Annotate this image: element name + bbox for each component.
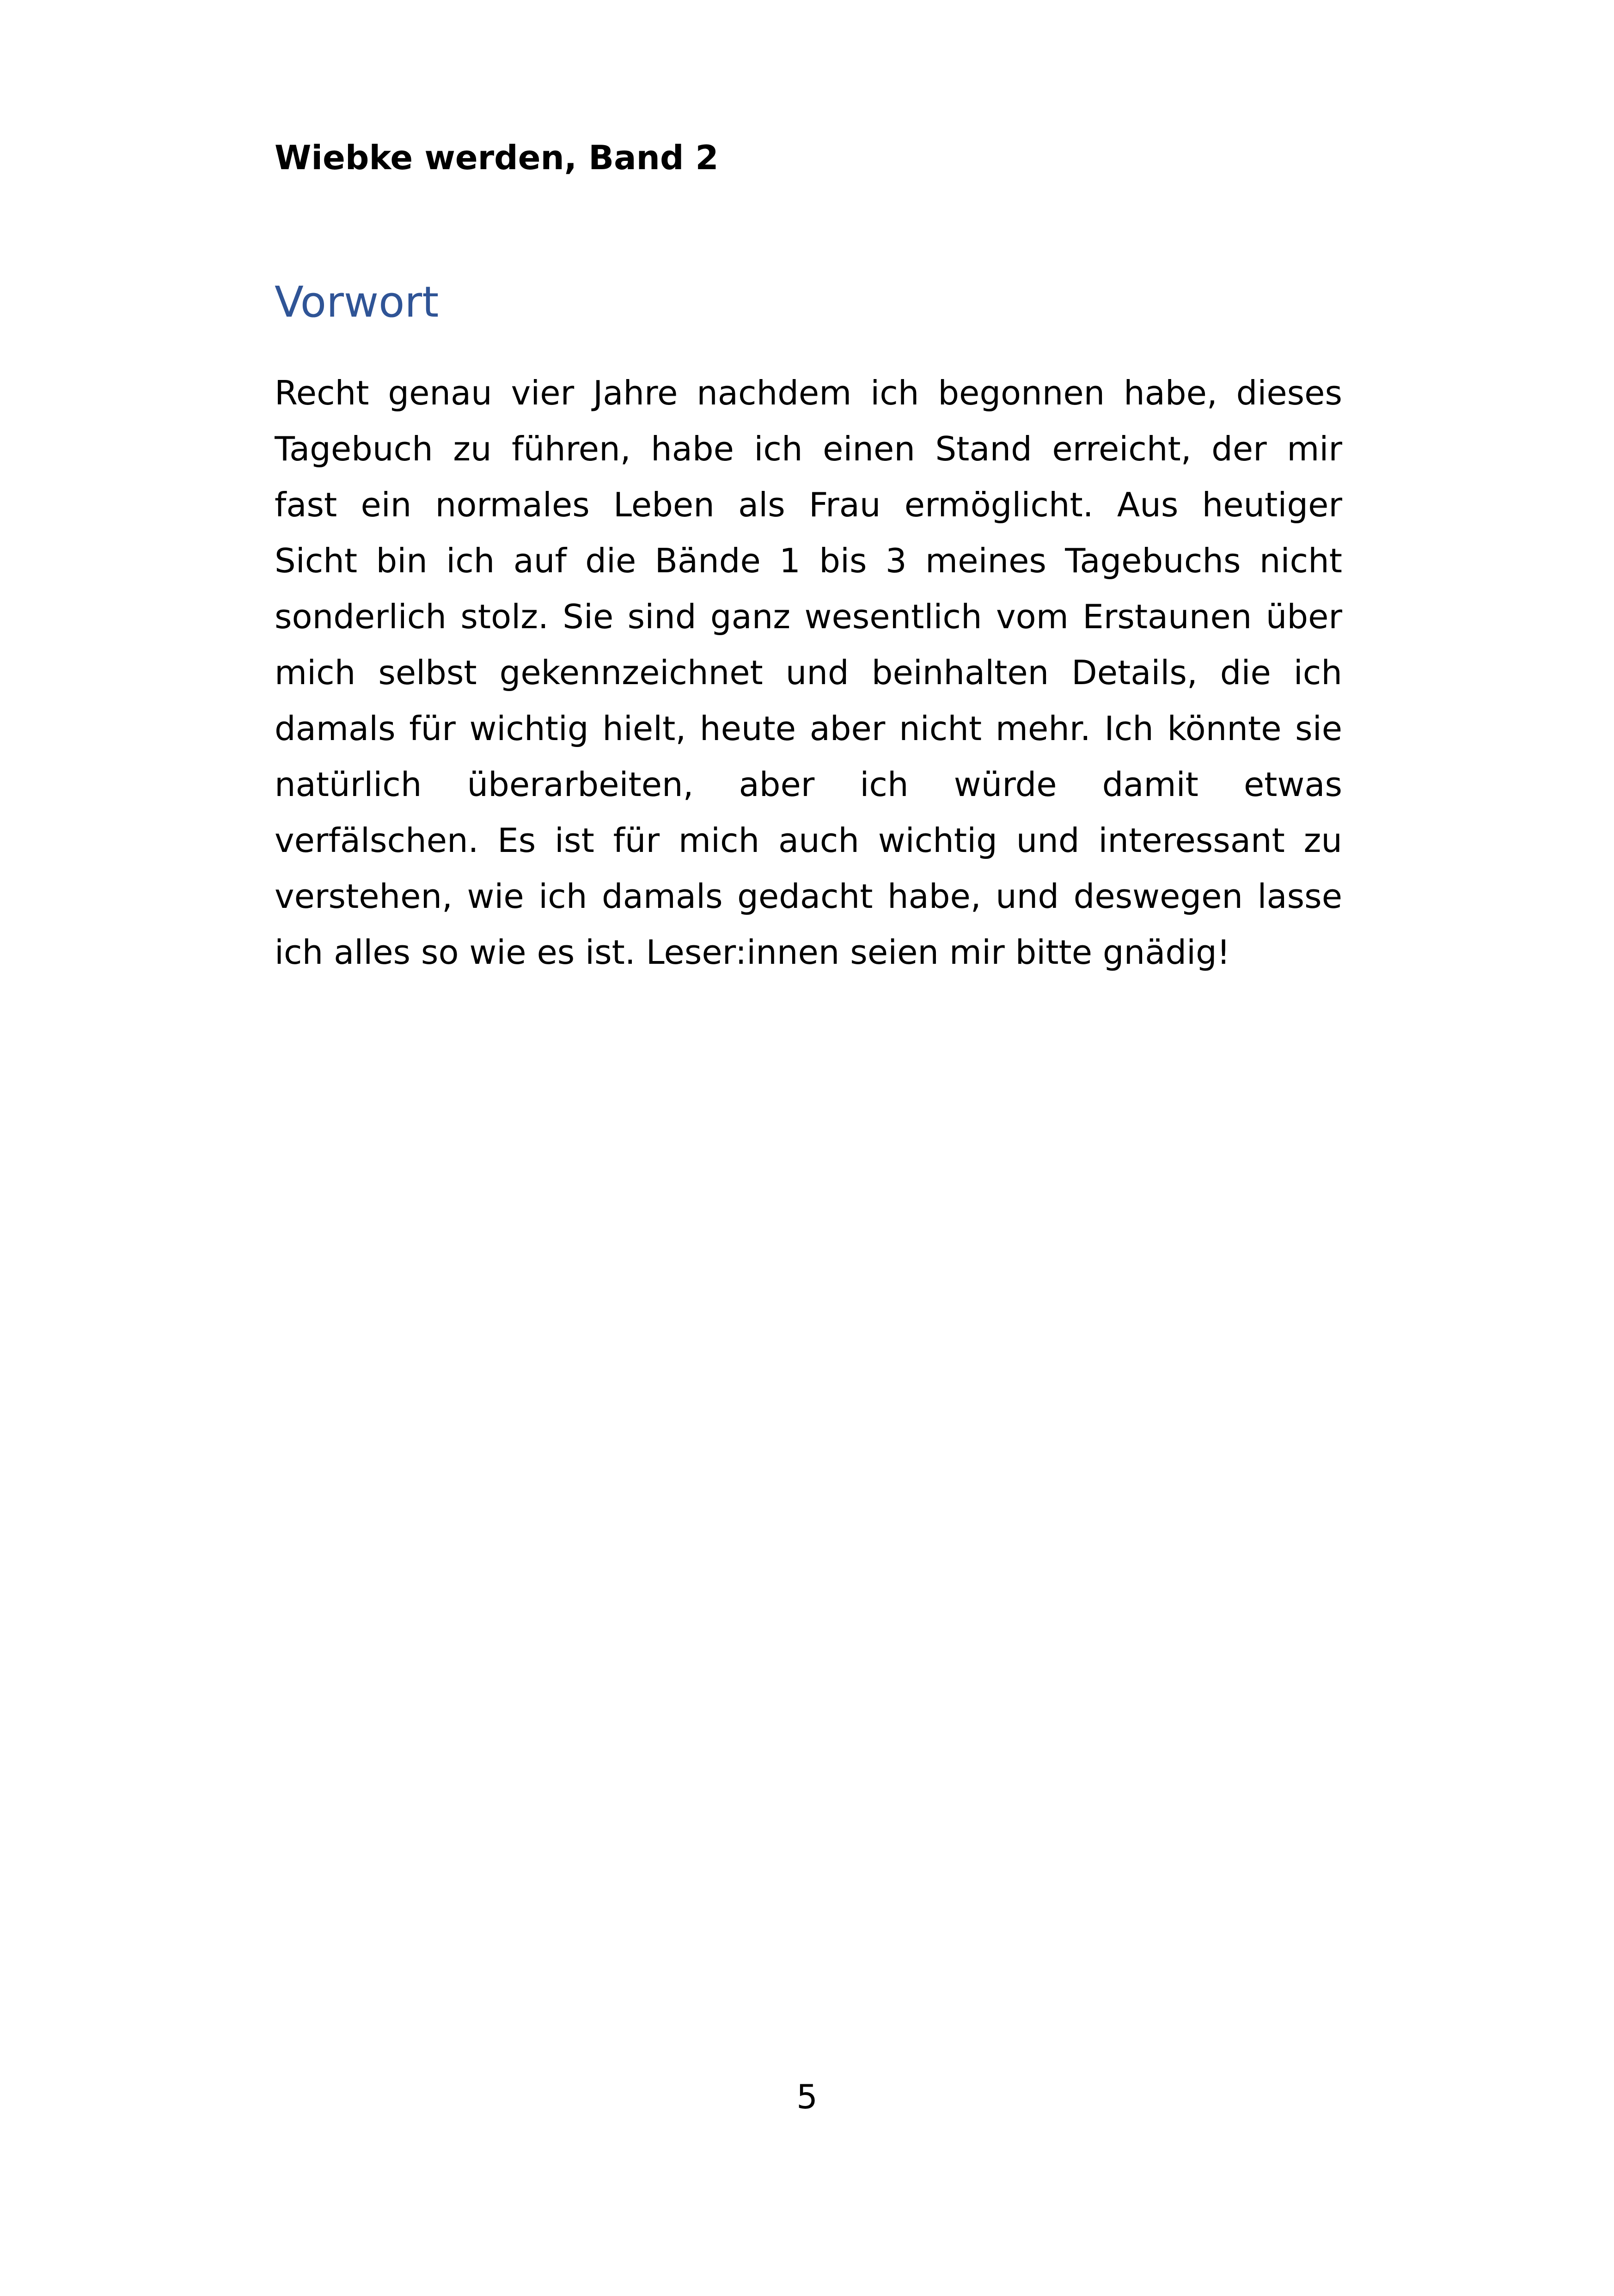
body-paragraph [275,365,1342,980]
paragraph-line: verfälschen. Es ist für mich auch wichtig und interessant zu [275,821,1342,860]
running-header-title: Wiebke werden, Band 2 [275,138,719,177]
page-number: 5 [796,2077,818,2116]
paragraph-line: mich selbst gekennzeichnet und beinhalten Details, die ich [275,653,1342,692]
paragraph-line: Sicht bin ich auf die Bände 1 bis 3 meines Tagebuchs nicht [275,541,1342,580]
paragraph-line-last: ich alles so wie es ist. Leser:innen seien mir bitte gnädig! [275,933,1230,972]
paragraph-line: sonderlich stolz. Sie sind ganz wesentlich vom Erstaunen über [275,597,1342,636]
paragraph-line: natürlich überarbeiten, aber ich würde damit etwas [275,765,1342,804]
paragraph-line: fast ein normales Leben als Frau ermöglicht. Aus heutiger [275,485,1342,524]
paragraph-line: Tagebuch zu führen, habe ich einen Stand erreicht, der mir [275,429,1342,468]
paragraph-line: verstehen, wie ich damals gedacht habe, und deswegen lasse [275,877,1342,916]
paragraph-line: damals für wichtig hielt, heute aber nicht mehr. Ich könnte sie [275,709,1342,748]
section-heading: Vorwort [275,277,439,327]
paragraph-line: Recht genau vier Jahre nachdem ich begonnen habe, dieses [275,373,1342,412]
